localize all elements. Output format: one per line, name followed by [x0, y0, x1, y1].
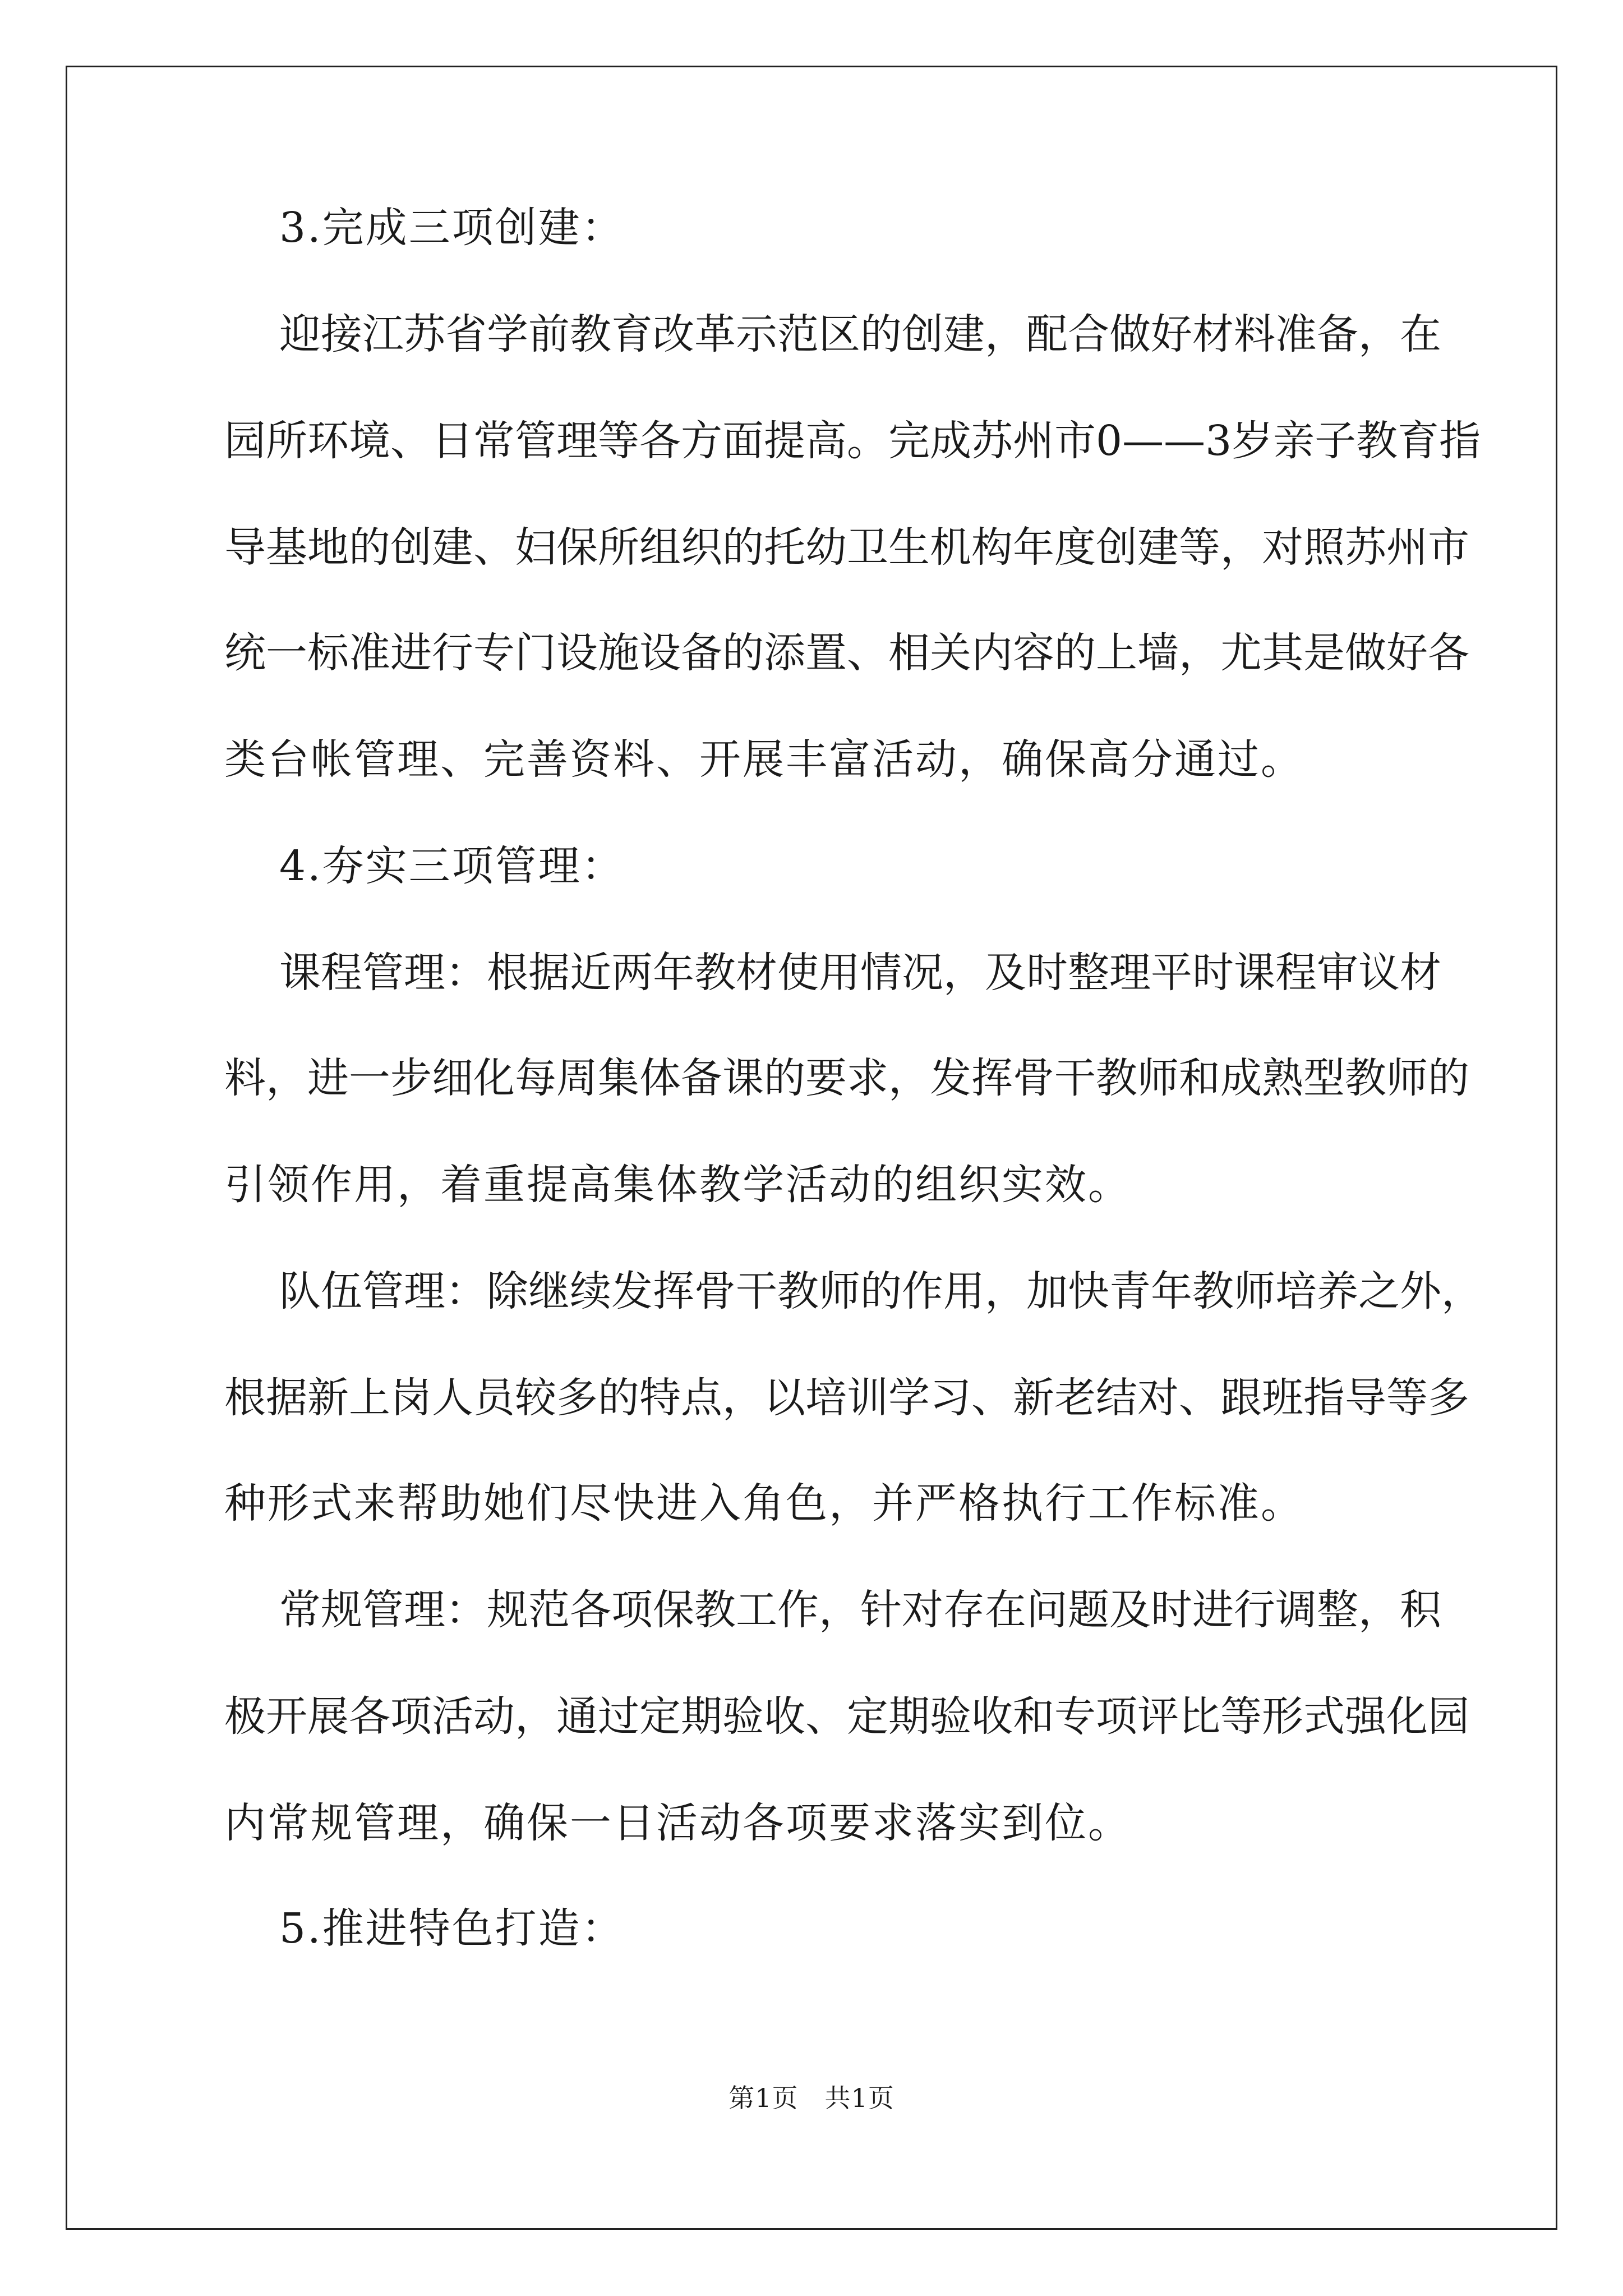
paragraph-line: 引领作用，着重提高集体教学活动的组织实效。: [224, 1161, 1131, 1209]
paragraph-line: 队伍管理：除继续发挥骨干教师的作用，加快青年教师培养之外，: [279, 1267, 1483, 1315]
paragraph-line: 统一标准进行专门设施设备的添置、相关内容的上墙，尤其是做好各: [224, 629, 1469, 677]
paragraph-line: 常规管理：规范各项保教工作，针对存在问题及时进行调整，积: [279, 1586, 1441, 1634]
paragraph-line: 内常规管理，确保一日活动各项要求落实到位。: [224, 1799, 1131, 1847]
paragraph-line: 园所环境、日常管理等各方面提高。完成苏州市0——3岁亲子教育指: [224, 417, 1481, 465]
paragraph-line: 极开展各项活动，通过定期验收、定期验收和专项评比等形式强化园: [224, 1692, 1469, 1741]
heading-5: 5.推进特色打造：: [279, 1904, 625, 1953]
paragraph-line: 课程管理：根据近两年教材使用情况，及时整理平时课程审议材: [279, 949, 1441, 997]
paragraph-line: 类台帐管理、完善资料、开展丰富活动，确保高分通过。: [224, 735, 1304, 784]
paragraph-line: 迎接江苏省学前教育改革示范区的创建，配合做好材料准备，在: [279, 310, 1441, 358]
heading-4: 4.夯实三项管理：: [279, 842, 625, 890]
paragraph-line: 根据新上岗人员较多的特点，以培训学习、新老结对、跟班指导等多: [224, 1374, 1469, 1422]
heading-3: 3.完成三项创建：: [279, 204, 625, 252]
paragraph-line: 种形式来帮助她们尽快进入角色，并严格执行工作标准。: [224, 1479, 1304, 1527]
paragraph-line: 料，进一步细化每周集体备课的要求，发挥骨干教师和成熟型教师的: [224, 1054, 1469, 1102]
paragraph-line: 导基地的创建、妇保所组织的托幼卫生机构年度创建等，对照苏州市: [224, 523, 1469, 572]
page-footer: 第1页 共1页: [728, 2083, 895, 2113]
